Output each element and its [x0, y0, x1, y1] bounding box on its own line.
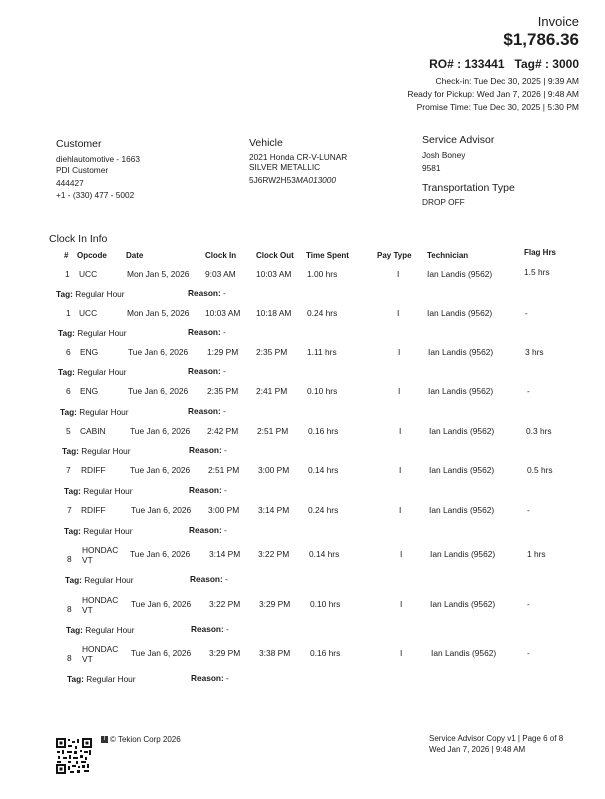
- row-clock-out: 10:18 AM: [256, 308, 292, 318]
- row-flag-hrs: -: [527, 648, 530, 658]
- row-opcode-cont: VT: [82, 605, 93, 615]
- row-pay-type: I: [398, 347, 401, 357]
- tag-label: Tag:: [60, 407, 77, 417]
- row-reason: [188, 366, 226, 376]
- row-reason: [188, 288, 226, 298]
- row-pay-type: I: [397, 269, 400, 279]
- row-flag-hrs: 0.3 hrs: [526, 426, 552, 436]
- row-pay-type: I: [400, 648, 403, 658]
- invoice-title: Invoice: [537, 14, 579, 29]
- row-technician: Ian Landis (9562): [428, 347, 494, 357]
- reason-value: -: [223, 406, 226, 416]
- copyright-text: © Tekion Corp 2026: [110, 735, 181, 744]
- row-number: 7: [67, 505, 72, 515]
- ready-time: Ready for Pickup: Wed Jan 7, 2026 | 9:48 AM: [407, 89, 579, 99]
- advisor-heading: Service Advisor: [422, 134, 495, 146]
- clock-in-heading: Clock In Info: [49, 233, 108, 245]
- invoice-amount: $1,786.36: [503, 30, 579, 49]
- col-technician: Technician: [427, 251, 469, 260]
- row-reason: [191, 624, 229, 634]
- row-time-spent: 0.10 hrs: [307, 386, 338, 396]
- row-date: Tue Jan 6, 2026: [131, 648, 192, 658]
- row-technician: Ian Landis (9562): [427, 269, 493, 279]
- row-reason: [190, 574, 228, 584]
- row-opcode-cont: VT: [82, 555, 93, 565]
- row-tag: [64, 486, 133, 496]
- row-clock-in: 2:42 PM: [207, 426, 239, 436]
- tag-label: Tag:: [65, 575, 82, 585]
- tag-label: Tag:: [64, 486, 81, 496]
- row-flag-hrs: -: [527, 386, 530, 396]
- reason-value: -: [224, 445, 227, 455]
- row-flag-hrs: 3 hrs: [525, 347, 544, 357]
- reason-label: Reason:: [188, 288, 221, 298]
- row-flag-hrs: 1.5 hrs: [524, 267, 550, 277]
- row-technician: Ian Landis (9562): [428, 386, 494, 396]
- row-reason: [189, 525, 227, 535]
- row-time-spent: 1.11 hrs: [307, 347, 337, 357]
- customer-id: 444427: [56, 178, 84, 188]
- tag-label: Tag:: [58, 328, 75, 338]
- vin-suffix: MA013000: [295, 175, 337, 185]
- vehicle-color: SILVER METALLIC: [249, 162, 321, 172]
- row-opcode-cont: VT: [82, 654, 93, 664]
- tag-label: Tag:: [62, 446, 79, 456]
- reason-label: Reason:: [189, 485, 222, 495]
- row-clock-out: 3:14 PM: [258, 505, 290, 515]
- footer-copy-info: Service Advisor Copy v1 | Page 6 of 8: [429, 734, 564, 743]
- row-clock-in: 3:29 PM: [209, 648, 241, 658]
- reason-value: -: [226, 624, 229, 634]
- row-reason: [189, 445, 227, 455]
- row-clock-out: 2:41 PM: [256, 386, 288, 396]
- row-number: 8: [67, 554, 72, 564]
- tag-label: Tag:: [66, 625, 83, 635]
- tag-value: Regular Hour: [86, 674, 136, 684]
- row-tag: [60, 407, 129, 417]
- row-clock-out: 3:22 PM: [258, 549, 290, 559]
- row-technician: Ian Landis (9562): [429, 505, 495, 515]
- row-time-spent: 1.00 hrs: [307, 269, 338, 279]
- row-clock-in: 2:51 PM: [208, 465, 240, 475]
- col-pay-type: Pay Type: [377, 251, 412, 260]
- row-tag: [58, 367, 127, 377]
- row-number: 5: [66, 426, 71, 436]
- row-opcode: RDIFF: [81, 505, 106, 515]
- vehicle-heading: Vehicle: [249, 137, 283, 149]
- reason-label: Reason:: [188, 366, 221, 376]
- row-tag: [64, 526, 133, 536]
- col-date: Date: [126, 251, 144, 260]
- row-number: 1: [66, 308, 71, 318]
- tag-label: Tag:: [67, 674, 84, 684]
- reason-value: -: [226, 673, 229, 683]
- row-technician: Ian Landis (9562): [427, 308, 493, 318]
- reason-value: -: [225, 574, 228, 584]
- row-technician: Ian Landis (9562): [429, 465, 495, 475]
- customer-type: PDI Customer: [56, 165, 109, 175]
- reason-label: Reason:: [191, 673, 224, 683]
- footer-date: Wed Jan 7, 2026 | 9:48 AM: [429, 745, 526, 754]
- row-technician: Ian Landis (9562): [429, 426, 495, 436]
- row-flag-hrs: -: [525, 308, 528, 318]
- row-clock-out: 3:29 PM: [259, 599, 291, 609]
- row-clock-in: 3:22 PM: [209, 599, 241, 609]
- copyright: [101, 735, 181, 744]
- row-date: Tue Jan 6, 2026: [128, 386, 189, 396]
- row-tag: [66, 625, 135, 635]
- row-opcode: UCC: [79, 308, 98, 318]
- reason-label: Reason:: [191, 624, 224, 634]
- checkin-time: Check-in: Tue Dec 30, 2025 | 9:39 AM: [435, 76, 579, 86]
- row-pay-type: I: [399, 426, 402, 436]
- row-number: 7: [66, 465, 71, 475]
- customer-phone: +1 - (330) 477 - 5002: [56, 190, 135, 200]
- row-time-spent: 0.10 hrs: [310, 599, 341, 609]
- ro-number: RO# : 133441: [429, 57, 505, 71]
- row-number: 6: [66, 386, 71, 396]
- reason-value: -: [224, 485, 227, 495]
- row-tag: [58, 328, 127, 338]
- col-flag-hrs: Flag Hrs: [524, 248, 557, 257]
- ro-tag-line: [429, 57, 579, 71]
- row-flag-hrs: -: [527, 505, 530, 515]
- row-opcode: HONDAC: [82, 595, 119, 605]
- row-number: 8: [67, 604, 72, 614]
- row-reason: [188, 406, 226, 416]
- row-date: Tue Jan 6, 2026: [131, 505, 192, 515]
- row-date: Mon Jan 5, 2026: [127, 269, 190, 279]
- vehicle-model: 2021 Honda CR-V-LUNAR: [249, 152, 348, 162]
- row-clock-in: 2:35 PM: [207, 386, 239, 396]
- row-technician: Ian Landis (9562): [431, 648, 497, 658]
- row-clock-in: 1:29 PM: [207, 347, 239, 357]
- tag-value: Regular Hour: [77, 328, 127, 338]
- row-clock-in: 10:03 AM: [205, 308, 241, 318]
- row-pay-type: I: [400, 549, 403, 559]
- row-date: Tue Jan 6, 2026: [130, 426, 191, 436]
- tag-value: Regular Hour: [83, 486, 133, 496]
- row-opcode: CABIN: [80, 426, 106, 436]
- row-clock-out: 10:03 AM: [256, 269, 292, 279]
- row-date: Tue Jan 6, 2026: [130, 465, 191, 475]
- reason-value: -: [223, 288, 226, 298]
- row-clock-in: 3:14 PM: [209, 549, 241, 559]
- reason-label: Reason:: [189, 525, 222, 535]
- row-date: Tue Jan 6, 2026: [131, 599, 192, 609]
- tag-label: Tag:: [56, 289, 73, 299]
- row-clock-out: 2:51 PM: [257, 426, 289, 436]
- transport-type: DROP OFF: [422, 197, 465, 207]
- row-number: 1: [65, 269, 70, 279]
- row-opcode: UCC: [79, 269, 98, 279]
- tag-number: Tag# : 3000: [514, 57, 579, 71]
- col-clock-in: Clock In: [205, 251, 237, 260]
- col-num: #: [64, 251, 69, 260]
- row-tag: [65, 575, 134, 585]
- row-flag-hrs: 1 hrs: [527, 549, 546, 559]
- row-date: Mon Jan 5, 2026: [127, 308, 190, 318]
- col-clock-out: Clock Out: [256, 251, 294, 260]
- customer-name: diehlautomotive - 1663: [56, 154, 140, 164]
- row-clock-out: 3:00 PM: [258, 465, 290, 475]
- row-reason: [189, 485, 227, 495]
- row-time-spent: 0.14 hrs: [309, 549, 340, 559]
- reason-label: Reason:: [188, 327, 221, 337]
- row-number: 6: [66, 347, 71, 357]
- row-time-spent: 0.14 hrs: [308, 465, 339, 475]
- row-flag-hrs: 0.5 hrs: [527, 465, 553, 475]
- qr-code: [56, 738, 92, 774]
- row-pay-type: I: [399, 465, 402, 475]
- col-opcode: Opcode: [77, 251, 107, 260]
- row-clock-in: 3:00 PM: [208, 505, 240, 515]
- row-opcode: ENG: [80, 386, 99, 396]
- tag-value: Regular Hour: [75, 289, 125, 299]
- tekion-logo-icon: T: [102, 736, 107, 743]
- reason-label: Reason:: [190, 574, 223, 584]
- reason-value: -: [224, 525, 227, 535]
- row-time-spent: 0.16 hrs: [308, 426, 339, 436]
- row-tag: [67, 674, 136, 684]
- row-opcode: ENG: [80, 347, 99, 357]
- tag-value: Regular Hour: [79, 407, 129, 417]
- row-pay-type: I: [397, 308, 400, 318]
- row-pay-type: I: [400, 599, 403, 609]
- promise-time: Promise Time: Tue Dec 30, 2025 | 5:30 PM: [416, 102, 579, 112]
- row-clock-in: 9:03 AM: [205, 269, 236, 279]
- row-time-spent: 0.24 hrs: [308, 505, 339, 515]
- row-date: Tue Jan 6, 2026: [130, 549, 191, 559]
- tag-label: Tag:: [58, 367, 75, 377]
- row-date: Tue Jan 6, 2026: [128, 347, 189, 357]
- tag-value: Regular Hour: [85, 625, 135, 635]
- tag-value: Regular Hour: [83, 526, 133, 536]
- row-clock-out: 3:38 PM: [259, 648, 291, 658]
- row-reason: [188, 327, 226, 337]
- row-pay-type: I: [398, 386, 401, 396]
- reason-value: -: [223, 327, 226, 337]
- col-time-spent: Time Spent: [306, 251, 349, 260]
- reason-label: Reason:: [189, 445, 222, 455]
- tag-value: Regular Hour: [81, 446, 131, 456]
- vehicle-vin: [249, 174, 336, 186]
- vin-prefix: 5J6RW2H53: [249, 175, 296, 185]
- row-opcode: HONDAC: [82, 644, 119, 654]
- row-clock-out: 2:35 PM: [256, 347, 288, 357]
- tag-value: Regular Hour: [84, 575, 134, 585]
- transport-heading: Transportation Type: [422, 182, 515, 194]
- advisor-id: 9581: [422, 163, 441, 173]
- customer-heading: Customer: [56, 138, 102, 150]
- row-time-spent: 0.24 hrs: [307, 308, 338, 318]
- reason-label: Reason:: [188, 406, 221, 416]
- row-time-spent: 0.16 hrs: [310, 648, 341, 658]
- row-flag-hrs: -: [527, 599, 530, 609]
- row-pay-type: I: [399, 505, 402, 515]
- tag-label: Tag:: [64, 526, 81, 536]
- row-tag: [56, 289, 125, 299]
- row-reason: [191, 673, 229, 683]
- row-tag: [62, 446, 131, 456]
- advisor-name: Josh Boney: [422, 150, 466, 160]
- row-technician: Ian Landis (9562): [430, 549, 496, 559]
- tag-value: Regular Hour: [77, 367, 127, 377]
- row-opcode: RDIFF: [81, 465, 106, 475]
- row-opcode: HONDAC: [82, 545, 119, 555]
- reason-value: -: [223, 366, 226, 376]
- row-number: 8: [67, 653, 72, 663]
- row-technician: Ian Landis (9562): [430, 599, 496, 609]
